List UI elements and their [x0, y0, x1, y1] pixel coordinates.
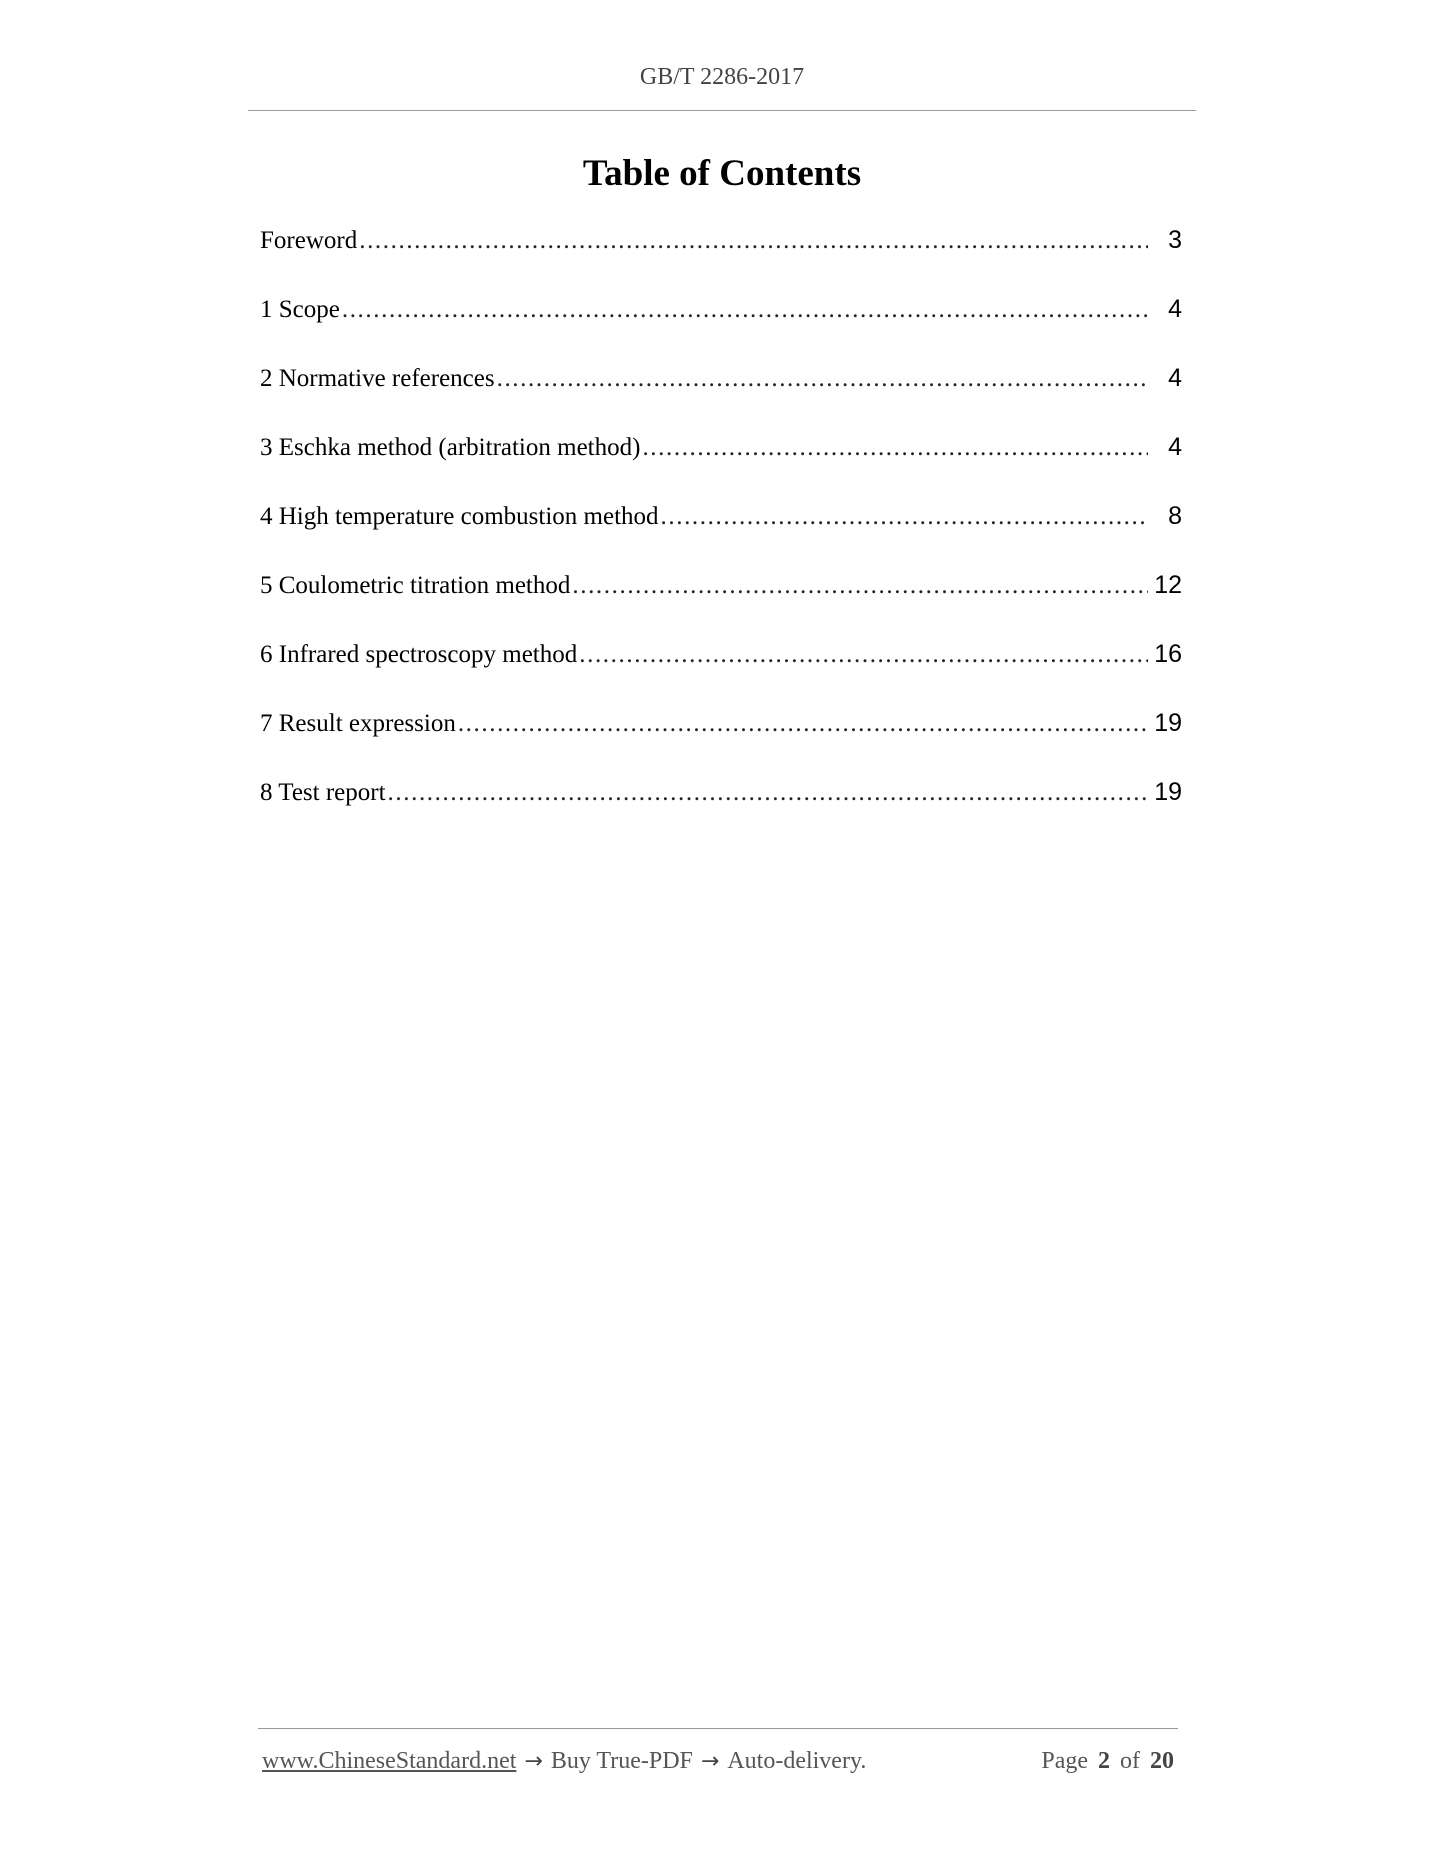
toc-entry-page: 4	[1168, 433, 1182, 461]
toc-entry-label: 2 Normative references	[260, 365, 495, 392]
toc-entry-page: 19	[1154, 778, 1182, 806]
right-arrow-icon: →	[524, 1749, 543, 1774]
footer-links	[262, 1748, 866, 1775]
toc-entry-page: 4	[1168, 295, 1182, 323]
dot-leader	[388, 779, 1148, 807]
dot-leader	[342, 296, 1148, 324]
toc-entry-label: 1 Scope	[260, 296, 340, 323]
toc-entry-foreword[interactable]	[260, 226, 1182, 295]
toc-entry-label: 4 High temperature combustion method	[260, 503, 659, 530]
toc-entry-result-expression[interactable]	[260, 709, 1182, 778]
footer-divider	[258, 1728, 1178, 1729]
toc-entry-label: 8 Test report	[260, 779, 386, 806]
right-arrow-icon: →	[700, 1749, 720, 1774]
dot-leader	[572, 572, 1148, 600]
site-link[interactable]: www.ChineseStandard.net	[262, 1748, 517, 1774]
dot-leader	[661, 503, 1148, 531]
toc-entry-eschka-method[interactable]	[260, 433, 1182, 502]
current-page-number: 2	[1098, 1748, 1110, 1774]
toc-entry-high-temperature-combustion[interactable]	[260, 502, 1182, 571]
dot-leader	[497, 365, 1148, 393]
dot-leader	[359, 227, 1148, 255]
toc-entry-label: 6 Infrared spectroscopy method	[260, 641, 578, 668]
dot-leader	[642, 434, 1148, 462]
toc-entry-page: 8	[1168, 502, 1182, 530]
toc-entry-label: 3 Eschka method (arbitration method)	[260, 434, 641, 461]
header-divider	[248, 110, 1196, 111]
total-page-count: 20	[1150, 1748, 1174, 1774]
toc-entry-page: 4	[1168, 364, 1182, 392]
toc-entry-label: 5 Coulometric titration method	[260, 572, 571, 599]
dot-leader	[458, 710, 1148, 738]
page-number	[1041, 1748, 1174, 1775]
page-footer	[262, 1748, 1174, 1775]
toc-entry-label: Foreword	[260, 227, 358, 254]
dot-leader	[579, 641, 1148, 669]
toc-entry-infrared-spectroscopy[interactable]	[260, 640, 1182, 709]
page-title: Table of Contents	[582, 153, 862, 194]
toc-entry-page: 12	[1154, 571, 1182, 599]
toc-entry-coulometric-titration[interactable]	[260, 571, 1182, 640]
buy-true-pdf-text: Buy True-PDF	[550, 1748, 693, 1774]
auto-delivery-text: Auto-delivery.	[727, 1748, 867, 1774]
toc-entry-scope[interactable]	[260, 295, 1182, 364]
toc-entry-test-report[interactable]	[260, 778, 1182, 847]
toc-entry-page: 3	[1168, 226, 1182, 254]
toc-entry-page: 19	[1154, 709, 1182, 737]
toc-entry-label: 7 Result expression	[260, 710, 456, 737]
running-header: GB/T 2286-2017	[639, 64, 805, 90]
of-word: of	[1120, 1748, 1140, 1774]
page-word: Page	[1041, 1748, 1088, 1774]
toc-list	[260, 226, 1182, 847]
toc-entry-page: 16	[1154, 640, 1182, 668]
toc-entry-normative-references[interactable]	[260, 364, 1182, 433]
